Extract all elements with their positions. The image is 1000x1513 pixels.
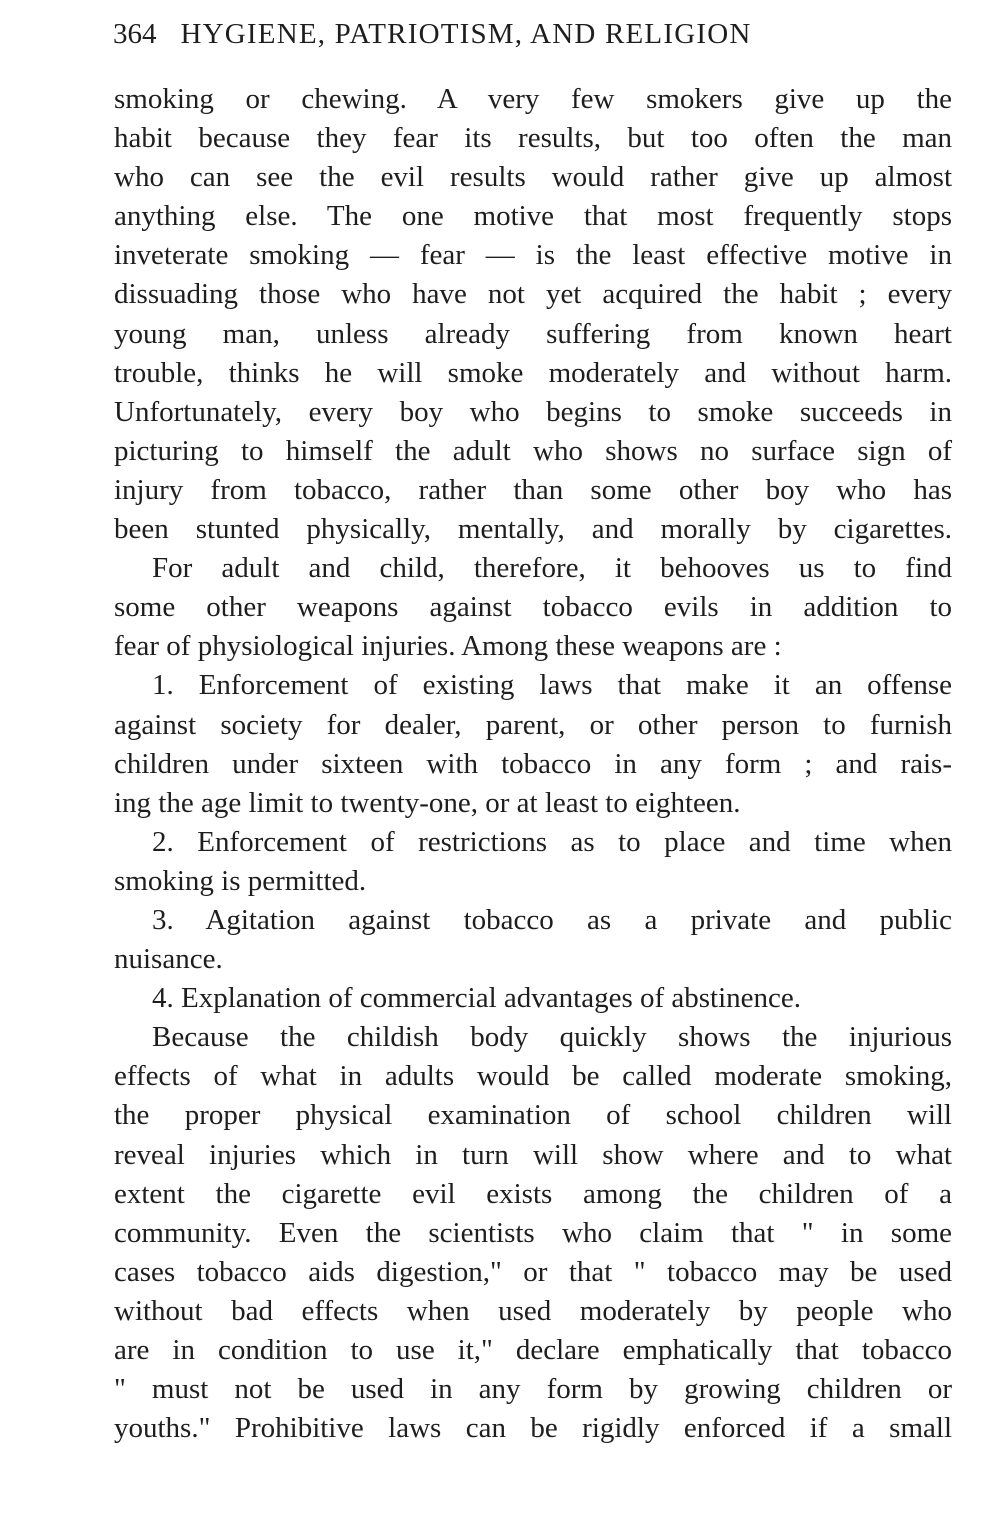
text-line: effects of what in adults would be called moderate smoking, bbox=[114, 1060, 952, 1093]
text-line: the proper physical examination of school children will bbox=[114, 1099, 952, 1132]
text-line: some other weapons against tobacco evils in addition to bbox=[114, 591, 952, 624]
text-line: Unfortunately, every boy who begins to smoke succeeds in bbox=[114, 395, 952, 428]
text-line: extent the cigarette evil exists among the children of a bbox=[114, 1177, 952, 1210]
text-line: Because the childish body quickly shows the injurious bbox=[152, 1021, 952, 1054]
page-number: 364 bbox=[113, 18, 157, 50]
text-line: anything else. The one motive that most frequently stops bbox=[114, 200, 952, 233]
page-header bbox=[113, 18, 953, 58]
paragraph bbox=[114, 549, 952, 666]
text-line: smoking or chewing. A very few smokers give up the bbox=[114, 83, 952, 115]
text-line: young man, unless already suffering from known heart bbox=[114, 317, 952, 350]
text-line: 3. Agitation against tobacco as a private and public bbox=[152, 903, 952, 936]
text-line: cases tobacco aids digestion," or that " tobacco may be used bbox=[114, 1255, 952, 1288]
list-item bbox=[114, 666, 952, 822]
text-line: 4. Explanation of commercial advantages of abstinence. bbox=[152, 982, 802, 1015]
text-line: been stunted physically, mentally, and morally by cigarettes. bbox=[114, 513, 952, 546]
text-line: 2. Enforcement of restrictions as to place and time when bbox=[152, 825, 952, 858]
list-item bbox=[114, 823, 952, 901]
text-line: nuisance. bbox=[114, 943, 223, 976]
text-line: dissuading those who have not yet acquired the habit ; every bbox=[114, 278, 952, 311]
text-line: injury from tobacco, rather than some other boy who has bbox=[114, 473, 952, 506]
running-title: HYGIENE, PATRIOTISM, AND RELIGION bbox=[180, 18, 752, 50]
text-line: community. Even the scientists who claim that " in some bbox=[114, 1216, 952, 1249]
text-line: inveterate smoking — fear — is the least effective motive in bbox=[114, 239, 952, 272]
list-item bbox=[114, 901, 952, 979]
text-line: ing the age limit to twenty-one, or at least to eighteen. bbox=[114, 786, 741, 819]
text-line: reveal injuries which in turn will show where and to what bbox=[114, 1138, 952, 1171]
text-line: habit because they fear its results, but too often the man bbox=[114, 122, 952, 155]
text-line: fear of physiological injuries. Among these weapons are : bbox=[114, 630, 782, 663]
text-line: trouble, thinks he will smoke moderately and without harm. bbox=[114, 356, 953, 389]
text-line: against society for dealer, parent, or other person to furnish bbox=[114, 708, 953, 741]
text-line: 1. Enforcement of existing laws that make it an offense bbox=[152, 669, 952, 702]
text-line: picturing to himself the adult who shows no surface sign of bbox=[114, 434, 953, 467]
text-line: without bad effects when used moderately by people who bbox=[114, 1294, 952, 1327]
list-item bbox=[114, 979, 952, 1018]
text-line: are in condition to use it," declare emphatically that tobacco bbox=[114, 1334, 952, 1366]
body-text bbox=[114, 80, 952, 1448]
paragraph bbox=[114, 80, 952, 549]
text-line: children under sixteen with tobacco in any form ; and rais- bbox=[114, 747, 952, 780]
text-line: youths." Prohibitive laws can be rigidly enforced if a small bbox=[114, 1412, 952, 1445]
text-line: smoking is permitted. bbox=[114, 864, 367, 897]
text-line: " must not be used in any form by growing children or bbox=[114, 1373, 953, 1406]
text-line: For adult and child, therefore, it behooves us to find bbox=[152, 552, 952, 585]
paragraph bbox=[114, 1018, 952, 1448]
text-line: who can see the evil results would rather give up almost bbox=[114, 161, 953, 194]
